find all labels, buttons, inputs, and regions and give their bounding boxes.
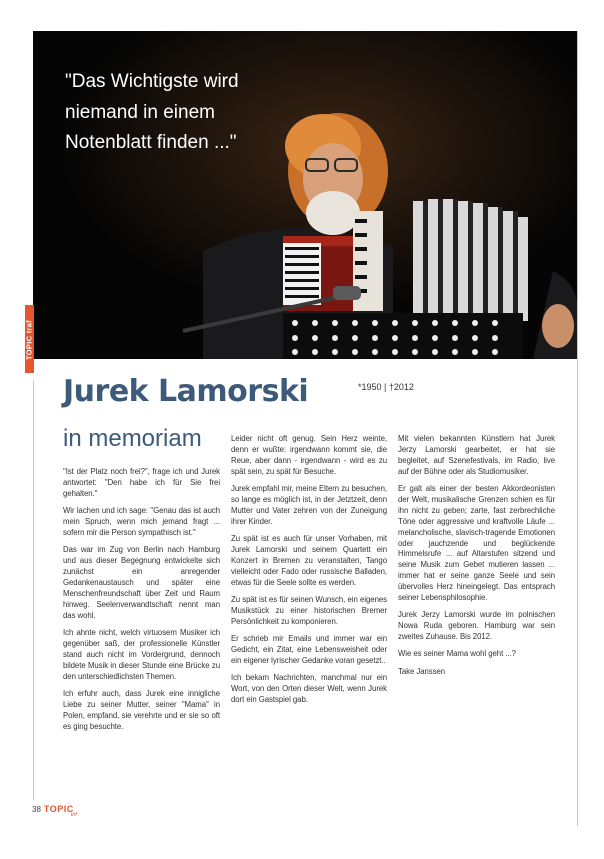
paragraph: Zu spät ist es für seinen Wunsch, ein eigenes Musikstück zu einer historischen Bremer Persönlichkeit zu komponieren. [231, 594, 387, 626]
paragraph: Wie es seiner Mama wohl geht ...? [398, 649, 516, 659]
magazine-logo: TOPIC [43, 804, 74, 814]
frame-line-left [33, 380, 34, 800]
author-signature: Take Janssen [398, 666, 446, 676]
paragraph: "Ist der Platz noch frei?", frage ich und Jurek antwortet: "Den habe ich für Sie frei gehalten." [63, 467, 220, 498]
life-dates: *1950 | †2012 [358, 382, 414, 392]
paragraph: Jurek empfahl mir, meine Eltern zu besuchen, so lange es möglich ist, in der Jetztzeit, denn Mutter und Vater zehren von der Zuneigung ihrer Kinder. [231, 484, 387, 526]
text-column-2 [231, 434, 387, 712]
paragraph: Wir lachen und ich sage: "Genau das ist auch mein Spruch, wenn mich jemand fragt ... sofern mir die Person sympathisch ist." [63, 506, 220, 537]
paragraph: Er schrieb mir Emails und immer war ein Gedicht, ein Zitat, eine Lebensweisheit oder ein eigener lyrischer Gedanke voran gesetzt.. [231, 634, 387, 665]
page-number: 38 [32, 805, 41, 814]
frame-line-right [577, 31, 578, 826]
article-subtitle: in memoriam [63, 425, 202, 452]
paragraph: Das war im Zug von Berlin nach Hamburg und aus dieser Begegnung entwickelte sich zunächst ein anregender Gedankenaustausch und später eine Menschenfreundschaft über Zeit und Raum hinweg. Seelenverwandtschaft nennt man das wohl. [63, 545, 220, 620]
paragraph: Ich ahnte nicht, welch virtuosem Musiker ich gegenüber saß, der professionelle Künstler stand auch nicht im Vordergrund, dennoch bildete Musik in dieser Stunde eine Brücke zu den unterschiedlichsten Themen. [63, 627, 220, 681]
paragraph: Ich bekam Nachrichten, manchmal nur ein Wort, von den Orten dieser Welt, wenn Jurek dort ein Gastspiel gab. [231, 673, 387, 704]
page-footer [32, 804, 77, 818]
paragraph: Ich erfuhr auch, dass Jurek eine innigliche Liebe zu seiner Mutter, seiner "Mama" in Polen, empfand, sie verehrte und er sie so oft es ging besuchte. [63, 688, 220, 731]
article-title: Jurek Lamorski [63, 374, 309, 409]
hero-photo [33, 31, 577, 359]
paragraph: Jurek Jerzy Lamorski wurde im polnischen Nowa Ruda geboren. Hamburg war sein zweites Zuhause. Bis 2012. [398, 610, 555, 642]
text-column-1 [63, 467, 220, 739]
paragraph: Zu spät ist es auch für unser Vorhaben, mit Jurek Lamorski und seinem Quartett ein Konzert in Bremen zu veranstalten, Tango vielleicht oder Fado oder russische Balladen, etwas für die Seele sollte es werden. [231, 534, 387, 587]
section-tab-label: TOPIC traf [24, 320, 34, 360]
paragraph: Leider nicht oft genug. Sein Herz weinte, denn er wußte: irgendwann kommt sie, die Reue, aber dann - irgendwann - wird es zu spät sein, zu spät für Besuche. [231, 434, 387, 476]
pull-quote: "Das Wichtigste wird niemand in einem Notenblatt finden ..." [65, 71, 239, 154]
magazine-logo-sub: trif [70, 812, 77, 818]
text-column-3 [398, 434, 555, 684]
paragraph: Mit vielen bekannten Künstlern hat Jurek Jerzy Lamorski gearbeitet, er hat sie begleitet, auf Szenefestivals, im Radio, live auf der Bühne oder als Studiomusiker. [398, 434, 555, 476]
paragraph: Er galt als einer der besten Akkordeonisten der Welt, musikalische Grenzen schien es für ihn nicht zu geben; zarte, fast zerbrechliche Töne oder aggressive und kraftvolle Läufe ... melancholische, slavisch-tragende Emotionen oder jauchzende und beglückende Himmelsrufe ... auf Altarstufen sitzend und seine Musik zum Gebet mutieren lassen ... immer hat er seine ganze Seele und sein übervolles Herz hineingelegt. Das entsprach seiner Lebensphilosophie. [398, 484, 555, 603]
